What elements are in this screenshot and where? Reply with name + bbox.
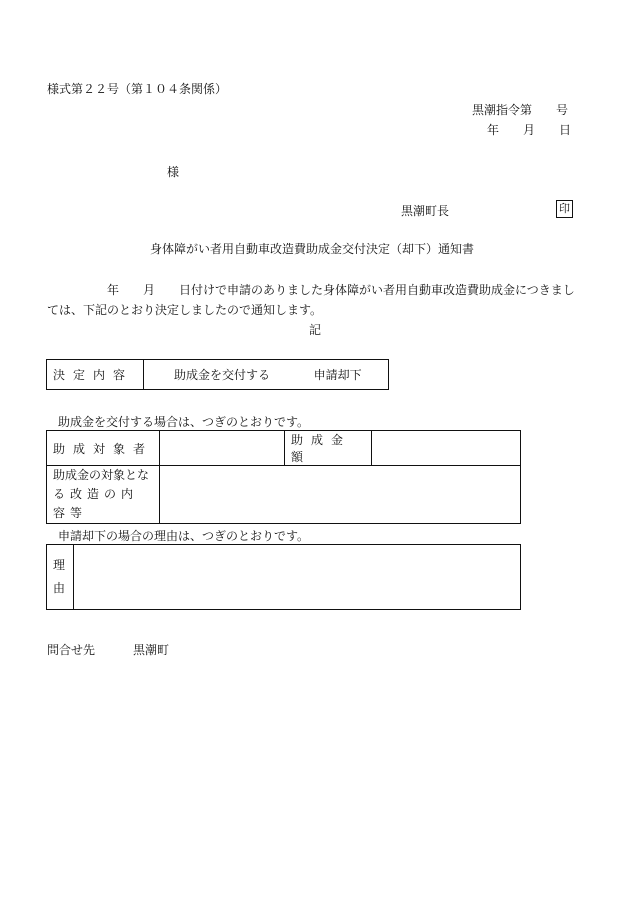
ki-heading: 記 (309, 323, 322, 337)
document-title: 身体障がい者用自動車改造費助成金交付決定（却下）通知書 (150, 242, 475, 256)
recipient-label: 助成対象者 (47, 431, 160, 466)
body-line-1: 年 月 日付けで申請のありました身体障がい者用自動車改造費助成金につきまし (107, 283, 575, 297)
grant-heading: 助成金を交付する場合は、つぎのとおりです。 (58, 415, 310, 429)
document-number: 黒潮指令第 号 (472, 103, 569, 117)
modification-value (160, 466, 521, 524)
issuer: 黒潮町長 (401, 204, 450, 218)
amount-value (372, 431, 521, 466)
modification-label (47, 466, 160, 524)
modification-label-line-1: 助成金の対象とな (53, 468, 150, 482)
decision-table (46, 359, 389, 390)
option-reject: 申請却下 (313, 368, 362, 382)
recipient-value (160, 431, 285, 466)
modification-label-line-2: る改造の内容等 (53, 487, 139, 520)
decision-options (144, 360, 389, 390)
document-date: 年 月 日 (487, 123, 572, 137)
form-number: 様式第２２号（第１０４条関係） (47, 82, 228, 96)
contact-label: 問合せ先 (47, 643, 96, 657)
amount-label: 助成金額 (285, 431, 372, 466)
addressee-suffix: 様 (167, 165, 180, 179)
option-grant: 助成金を交付する (174, 368, 271, 382)
reason-value (74, 545, 521, 610)
seal-mark: 印 (556, 200, 573, 218)
reason-label-2: 由 (53, 581, 66, 595)
reject-heading: 申請却下の場合の理由は、つぎのとおりです。 (58, 529, 310, 543)
body-line-2: ては、下記のとおり決定しましたので通知します。 (47, 303, 323, 317)
grant-table (46, 430, 521, 524)
contact-value: 黒潮町 (133, 643, 170, 657)
reason-label (47, 545, 74, 610)
decision-label: 決定内容 (47, 360, 144, 390)
reject-table (46, 544, 521, 610)
reason-label-1: 理 (53, 558, 66, 572)
